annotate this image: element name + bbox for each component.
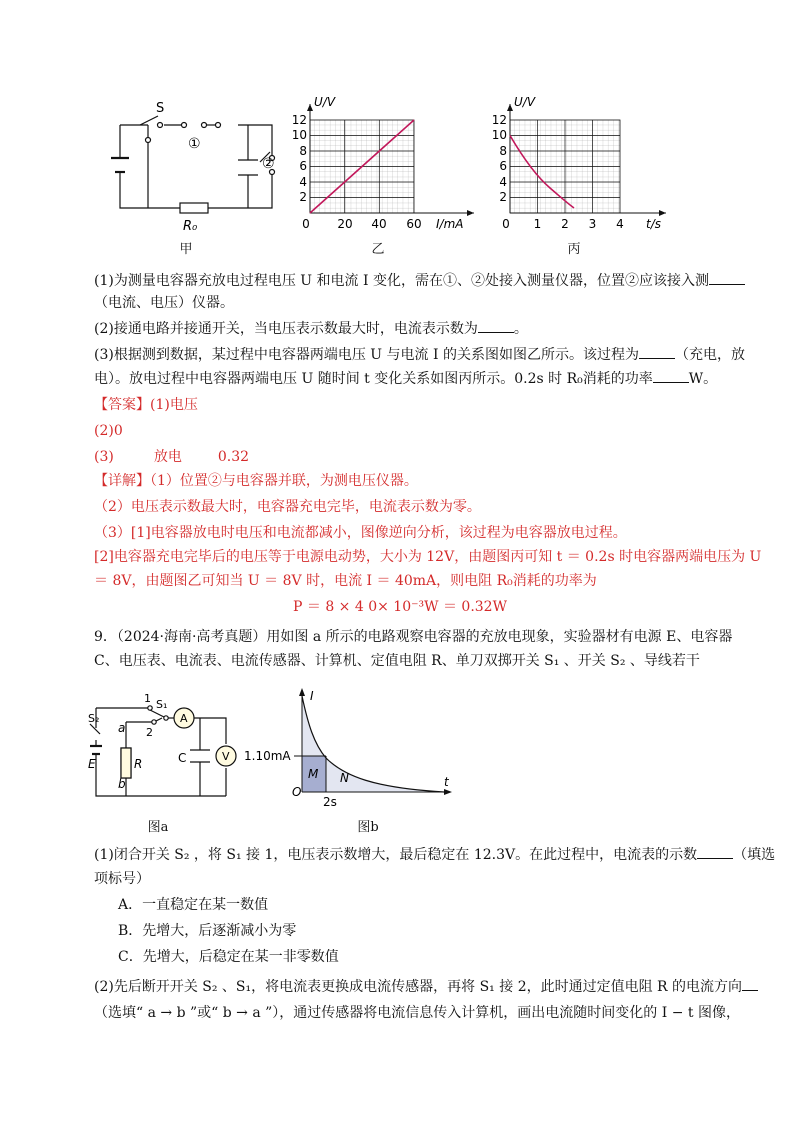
- yi-xlabel: I/mA: [436, 217, 464, 231]
- answer-3-1: 放电: [153, 449, 182, 465]
- yi-xtick: 0: [302, 217, 310, 231]
- yi-ytick: 10: [291, 128, 307, 142]
- detail-label: 【详解】: [94, 473, 150, 489]
- graph-yi-figure: [291, 94, 484, 236]
- option-b[interactable]: B．先增大，后逐渐减小为零: [118, 923, 297, 939]
- bing-xtick: 3: [588, 217, 597, 231]
- caption-bing: 丙: [567, 242, 581, 257]
- b-ylabel: I: [310, 689, 314, 703]
- yi-ytick: 4: [299, 175, 307, 189]
- q9-stem-2: C、电压表、电流表、电流传感器、计算机、定值电阻 R、单刀双掷开关 S₁ 、开关 S₂ 、导线若干: [94, 653, 700, 669]
- position-1-label: ①: [188, 136, 201, 152]
- yi-ytick: 2: [299, 190, 307, 204]
- answer-blank[interactable]: [697, 844, 733, 859]
- answer-blank[interactable]: [653, 368, 689, 383]
- bing-ytick: 12: [491, 113, 507, 127]
- bing-ytick: 8: [499, 144, 507, 158]
- option-a[interactable]: A．一直稳定在某一数值: [118, 897, 269, 913]
- detail-4: [2]电容器充电完毕后的电压等于电源电动势，大小为 12V，由题图丙可知 t ＝ 0.2s 时电容器两端电压为 U: [94, 549, 762, 565]
- yi-ytick: 12: [291, 113, 307, 127]
- bing-xtick: 2: [561, 217, 569, 231]
- bing-xtick: 4: [616, 217, 624, 231]
- q8-part1: [94, 270, 734, 292]
- q8-part3-cont: [94, 368, 734, 390]
- q8-part1-cont: （电流、电压）仪器。: [94, 295, 234, 311]
- yi-xtick: 60: [406, 217, 422, 231]
- graph-b-figure: [244, 684, 456, 812]
- resistor-r0-label: R₀: [183, 219, 198, 234]
- node-b-label: b: [118, 777, 126, 791]
- resistor-r-label: R: [134, 757, 143, 771]
- q9-part2: [94, 976, 743, 998]
- node-a-label: a: [118, 721, 126, 735]
- bing-ytick: 2: [499, 190, 507, 204]
- caption-b: 图b: [357, 820, 379, 835]
- bing-xlabel: t/s: [646, 217, 661, 231]
- answer-3: [94, 446, 734, 468]
- q9-stem-1: 9．（2024·海南·高考真题）用如图 a 所示的电路观察电容器的充放电现象，实验器材有电源 E、电容器: [94, 629, 733, 645]
- answer-blank[interactable]: [639, 344, 675, 359]
- q9-p1-text-b: （填选: [733, 847, 776, 863]
- yi-ylabel: U/V: [314, 95, 336, 109]
- q8-p1-text: (1)为测量电容器充放电过程电压 U 和电流 I 变化，需在①、②处接入测量仪器，位置②应该接入测: [94, 273, 709, 289]
- q9-part1-cont: 项标号）: [94, 871, 150, 887]
- q8-p3-text-b: （充电，放: [674, 347, 745, 363]
- voltmeter-label: V: [222, 750, 230, 763]
- q8-p2-end: 。: [513, 321, 528, 337]
- ammeter-label: A: [180, 712, 188, 725]
- caption-a: 图a: [147, 820, 169, 835]
- detail-1: [94, 470, 734, 492]
- pos2-label: 2: [146, 726, 153, 739]
- circuit-jia-figure: [100, 100, 280, 250]
- region-n-label: N: [340, 771, 349, 785]
- circuit-a-figure: [90, 688, 250, 808]
- q8-p3-text-d: W。: [688, 371, 718, 387]
- detail-3: （3）[1]电容器放电时电压和电流都减小，图像逆向分析，该过程为电容器放电过程。: [94, 525, 627, 541]
- q9-part2-cont: （选填“ a → b ”或“ b → a ”），通过传感器将电流信息传入计算机，画出电流随时间变化的 I − t 图像，: [94, 1005, 740, 1021]
- yi-xtick: 20: [337, 217, 353, 231]
- q9-p1-text: (1)闭合开关 S₂ ，将 S₁ 接 1，电压表示数增大，最后稳定在 12.3V。在此过程中，电流表的示数: [94, 847, 698, 863]
- bing-xtick: 0: [502, 217, 510, 231]
- option-c[interactable]: C．先增大，后稳定在某一非零数值: [118, 949, 339, 965]
- s2-label: S₂: [88, 712, 100, 725]
- q8-p2-text: (2)接通电路并接通开关，当电压表示数最大时，电流表示数为: [94, 321, 478, 337]
- b-current-value: 1.10mA: [244, 749, 291, 763]
- pos1-label: 1: [144, 692, 151, 705]
- answer-blank[interactable]: [478, 318, 514, 333]
- detail-equation: P ＝ 8 × 4 0× 10⁻³W ＝ 0.32W: [293, 599, 507, 615]
- answer-block: [94, 394, 734, 416]
- source-e-label: E: [88, 757, 96, 771]
- capacitor-c-label: C: [178, 751, 187, 765]
- q9-p2-text: (2)先后断开开关 S₂ 、S₁，将电流表更换成电流传感器，再将 S₁ 接 2，此时通过定值电阻 R 的电流方向: [94, 979, 743, 995]
- q8-part3: [94, 344, 745, 366]
- q8-p3-text: (3)根据测到数据，某过程中电容器两端电压 U 与电流 I 的关系图如图乙所示。该过程为: [94, 347, 639, 363]
- b-xlabel: t: [444, 775, 449, 789]
- caption-jia: 甲: [179, 242, 193, 257]
- detail-5: ＝ 8V，由题图乙可知当 U ＝ 8V 时，电流 I ＝ 40mA，则电阻 R₀消耗的功率为: [94, 573, 597, 589]
- bing-ytick: 10: [491, 128, 507, 142]
- graph-bing-figure: [491, 94, 674, 236]
- bing-ytick: 6: [499, 159, 507, 173]
- bing-xtick: 1: [533, 217, 542, 231]
- q8-p3-text-c: 电）。放电过程中电容器两端电压 U 随时间 t 变化关系如图丙所示。0.2s 时 R₀消耗的功率: [94, 371, 653, 387]
- q9-part1: [94, 844, 776, 866]
- detail-2: （2）电压表示数最大时，电容器充电完毕，电流表示数为零。: [94, 499, 481, 515]
- b-time-value: 2s: [323, 795, 337, 809]
- bing-ytick: 4: [499, 175, 507, 189]
- caption-yi: 乙: [371, 242, 385, 257]
- answer-3-number: (3): [94, 449, 114, 465]
- answer-1: (1)电压: [150, 397, 198, 413]
- q8-part2: [94, 318, 734, 340]
- position-2-label: ②: [262, 156, 275, 172]
- yi-ytick: 6: [299, 159, 307, 173]
- answer-label: 【答案】: [94, 397, 150, 413]
- answer-blank[interactable]: [742, 976, 758, 991]
- switch-s-label: S: [156, 101, 165, 116]
- answer-blank[interactable]: [709, 270, 745, 285]
- answer-3-2: 0.32: [217, 449, 250, 465]
- yi-ytick: 8: [299, 144, 307, 158]
- b-origin: O: [292, 785, 302, 799]
- bing-ylabel: U/V: [514, 95, 536, 109]
- detail-1-text: （1）位置②与电容器并联，为测电压仪器。: [150, 473, 418, 489]
- yi-xtick: 40: [371, 217, 387, 231]
- answer-2: (2)0: [94, 423, 123, 439]
- s1-label: S₁: [156, 698, 168, 711]
- region-m-label: M: [308, 767, 319, 781]
